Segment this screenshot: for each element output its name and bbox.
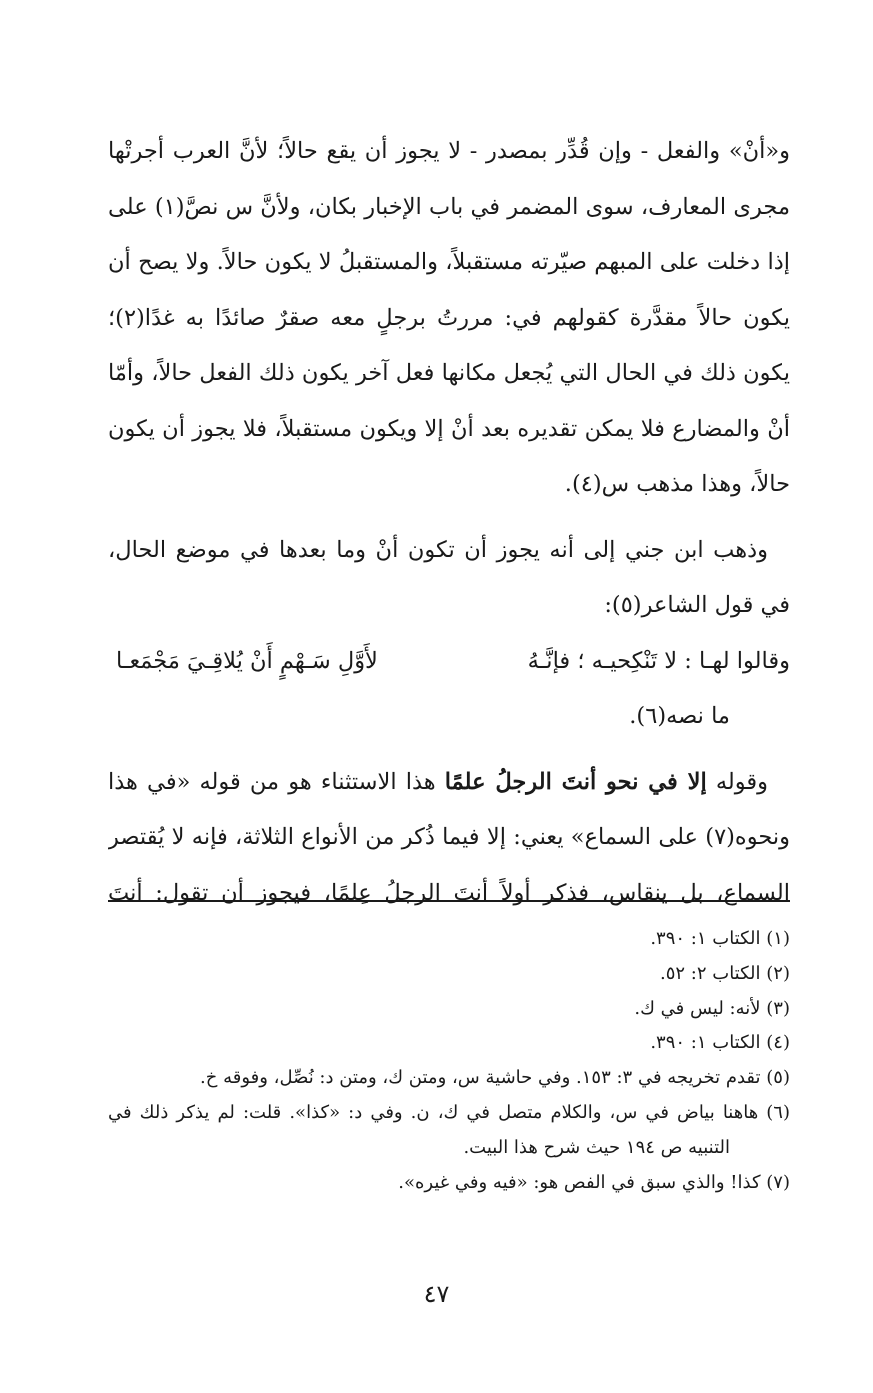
- quoted-phrase-bold: إلا في نحو أنتَ الرجلُ علمًا: [444, 768, 707, 795]
- text-line: مجرى المعارف، سوى المضمر في باب الإخبار بكان، ولأنَّ س نصَّ(١) على: [108, 193, 790, 220]
- text-line: ونحوه(٧) على السماع» يعني: إلا فيما ذُكر من الأنواع الثلاثة، فإنه لا يُقتصر: [108, 824, 790, 850]
- footnote: (٦) هاهنا بياض في س، والكلام متصل في ك، ن. وفي د: «كذا». قلت: لم يذكر ذلك في: [108, 1101, 790, 1123]
- para-lead: وقوله: [706, 768, 769, 795]
- text-line: إذا دخلت على المبهم صيّرته مستقبلاً، والمستقبلُ لا يكون حالاً. ولا يصح أن: [108, 249, 790, 275]
- text-line: يكون حالاً مقدَّرة كقولهم في: مررتُ برجلٍ معه صقرٌ صائدًا به غدًا(٢)؛: [108, 304, 790, 331]
- paragraph-gap: [108, 745, 790, 755]
- paragraph-gap: [108, 513, 790, 523]
- footnote: (١) الكتاب ١: ٣٩٠.: [650, 928, 790, 949]
- text-line: و«أنْ» والفعل - وإن قُدِّر بمصدر - لا يجوز أن يقع حالاً؛ لأنَّ العرب أجرتْها: [108, 138, 790, 164]
- footnote-continuation: التنبيه ص ١٩٤ حيث شرح هذا البيت.: [463, 1136, 730, 1158]
- text-line: السماع، بل ينقاس، فذكر أولاً أنتَ الرجلُ عِلمًا، فيجوز أن تقول: أنتَ: [108, 879, 790, 906]
- footnote: (٥) تقدم تخريجه في ٣: ١٥٣. وفي حاشية س، ومتن ك، ومتن د: نُصِّل، وفوقه خ.: [200, 1067, 790, 1089]
- poetry-verse: [108, 634, 790, 690]
- para-rest: هذا الاستثناء هو من قوله «في هذا: [108, 768, 445, 795]
- text-line: أنْ والمضارع فلا يمكن تقديره بعد أنْ إلا ويكون مستقبلاً، فلا يجوز أن يكون: [108, 415, 790, 442]
- footnote: (٢) الكتاب ٢: ٥٢.: [659, 962, 790, 984]
- footnote-separator: [108, 900, 790, 902]
- main-text: [108, 124, 790, 921]
- verse-hemistich-second: لأَوَّلِ سَـهْمٍ أَنْ يُلاقِـيَ مَجْمَعـا: [116, 647, 378, 674]
- footnote: (٣) لأنه: ليس في ك.: [634, 997, 790, 1019]
- verse-hemistich-first: وقالوا لهـا : لا تَنْكِحيـه ؛ فإنَّـهُ: [527, 647, 790, 674]
- page-number: ٤٧: [423, 1280, 450, 1308]
- text-line: ما نصه(٦).: [629, 703, 730, 729]
- text-line: يكون ذلك في الحال التي يُجعل مكانها فعل آخر يكون ذلك الفعل حالاً، وأمّا: [108, 360, 790, 386]
- footnote: (٧) كذا! والذي سبق في الفص هو: «فيه وفي غيره».: [398, 1171, 790, 1193]
- footnotes: [108, 922, 790, 1200]
- footnote: (٤) الكتاب ١: ٣٩٠.: [650, 1032, 790, 1054]
- text-line: حالاً، وهذا مذهب س(٤).: [564, 471, 790, 497]
- text-line: [108, 755, 790, 811]
- text-line: وذهب ابن جني إلى أنه يجوز أن تكون أنْ وما بعدها في موضع الحال،: [108, 536, 768, 563]
- text-line: في قول الشاعر(٥):: [604, 592, 790, 618]
